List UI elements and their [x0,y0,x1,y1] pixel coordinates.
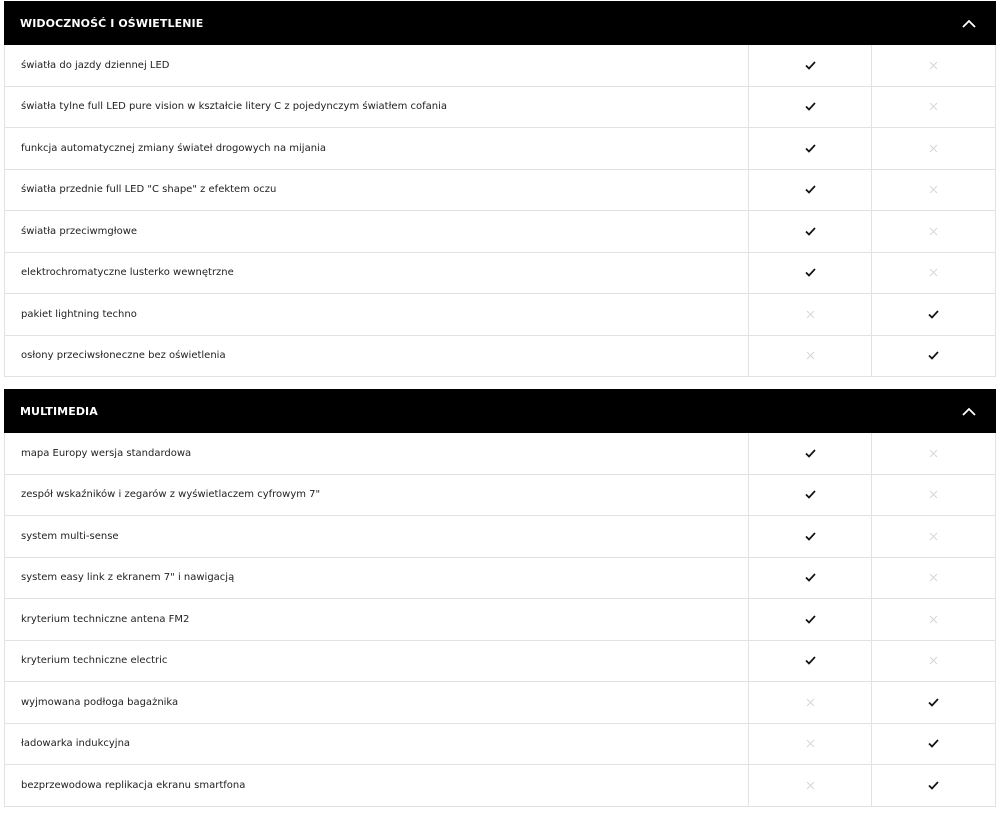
availability-cell [872,475,995,516]
table-row [5,87,995,129]
cross-icon [929,144,938,153]
availability-cell [749,475,872,516]
chevron-up-icon[interactable] [958,400,980,422]
feature-label: zespół wskaźników i zegarów z wyświetlaczem cyfrowym 7" [5,475,749,516]
availability-cell [872,433,995,474]
table-row [5,599,995,641]
check-icon [928,351,939,360]
section-multimedia [4,389,996,807]
feature-label: wyjmowana podłoga bagażnika [5,682,749,723]
table-row [5,170,995,212]
section-header[interactable] [4,1,996,45]
check-icon [805,490,816,499]
availability-cell [872,516,995,557]
availability-cell [872,641,995,682]
check-icon [928,698,939,707]
availability-cell [749,336,872,377]
feature-table [4,433,996,807]
availability-cell [872,336,995,377]
cross-icon [806,310,815,319]
availability-cell [749,294,872,335]
feature-label: światła przednie full LED "C shape" z efektem oczu [5,170,749,211]
availability-cell [749,641,872,682]
feature-label: funkcja automatycznej zmiany świateł drogowych na mijania [5,128,749,169]
check-icon [928,739,939,748]
check-icon [805,268,816,277]
cross-icon [806,698,815,707]
feature-label: światła do jazdy dziennej LED [5,45,749,86]
cross-icon [929,102,938,111]
table-row [5,253,995,295]
table-row [5,765,995,807]
table-row [5,45,995,87]
table-row [5,641,995,683]
check-icon [805,656,816,665]
availability-cell [872,599,995,640]
section-header[interactable] [4,389,996,433]
section-visibility-lighting [4,1,996,377]
feature-label: kryterium techniczne electric [5,641,749,682]
check-icon [805,227,816,236]
feature-label: system easy link z ekranem 7" i nawigacją [5,558,749,599]
check-icon [805,185,816,194]
cross-icon [929,490,938,499]
availability-cell [872,45,995,86]
feature-label: światła przeciwmgłowe [5,211,749,252]
availability-cell [872,87,995,128]
cross-icon [929,573,938,582]
feature-label: system multi-sense [5,516,749,557]
availability-cell [749,516,872,557]
check-icon [805,61,816,70]
check-icon [805,144,816,153]
cross-icon [929,532,938,541]
feature-label: bezprzewodowa replikacja ekranu smartfona [5,765,749,806]
feature-label: pakiet lightning techno [5,294,749,335]
check-icon [805,449,816,458]
cross-icon [929,656,938,665]
feature-label: elektrochromatyczne lusterko wewnętrzne [5,253,749,294]
availability-cell [872,128,995,169]
availability-cell [749,599,872,640]
availability-cell [749,765,872,806]
table-row [5,294,995,336]
table-row [5,475,995,517]
section-title: WIDOCZNOŚĆ I OŚWIETLENIE [20,16,204,30]
feature-label: osłony przeciwsłoneczne bez oświetlenia [5,336,749,377]
feature-label: światła tylne full LED pure vision w kształcie litery C z pojedynczym światłem cofania [5,87,749,128]
table-row [5,128,995,170]
availability-cell [749,558,872,599]
availability-cell [749,128,872,169]
check-icon [928,310,939,319]
availability-cell [749,170,872,211]
table-row [5,682,995,724]
cross-icon [806,739,815,748]
availability-cell [872,765,995,806]
availability-cell [749,433,872,474]
table-row [5,724,995,766]
cross-icon [929,227,938,236]
availability-cell [749,724,872,765]
section-title: MULTIMEDIA [20,404,98,418]
availability-cell [749,682,872,723]
check-icon [805,615,816,624]
check-icon [928,781,939,790]
check-icon [805,573,816,582]
availability-cell [872,682,995,723]
cross-icon [806,781,815,790]
check-icon [805,532,816,541]
feature-table [4,45,996,377]
availability-cell [749,45,872,86]
cross-icon [929,268,938,277]
cross-icon [929,615,938,624]
availability-cell [872,211,995,252]
table-row [5,433,995,475]
table-row [5,558,995,600]
availability-cell [749,253,872,294]
cross-icon [929,61,938,70]
table-row [5,211,995,253]
availability-cell [872,724,995,765]
feature-label: mapa Europy wersja standardowa [5,433,749,474]
chevron-up-icon[interactable] [958,12,980,34]
feature-label: ładowarka indukcyjna [5,724,749,765]
availability-cell [872,253,995,294]
availability-cell [749,87,872,128]
availability-cell [872,294,995,335]
check-icon [805,102,816,111]
cross-icon [806,351,815,360]
cross-icon [929,185,938,194]
feature-label: kryterium techniczne antena FM2 [5,599,749,640]
availability-cell [872,170,995,211]
table-row [5,336,995,378]
cross-icon [929,449,938,458]
table-row [5,516,995,558]
availability-cell [872,558,995,599]
availability-cell [749,211,872,252]
